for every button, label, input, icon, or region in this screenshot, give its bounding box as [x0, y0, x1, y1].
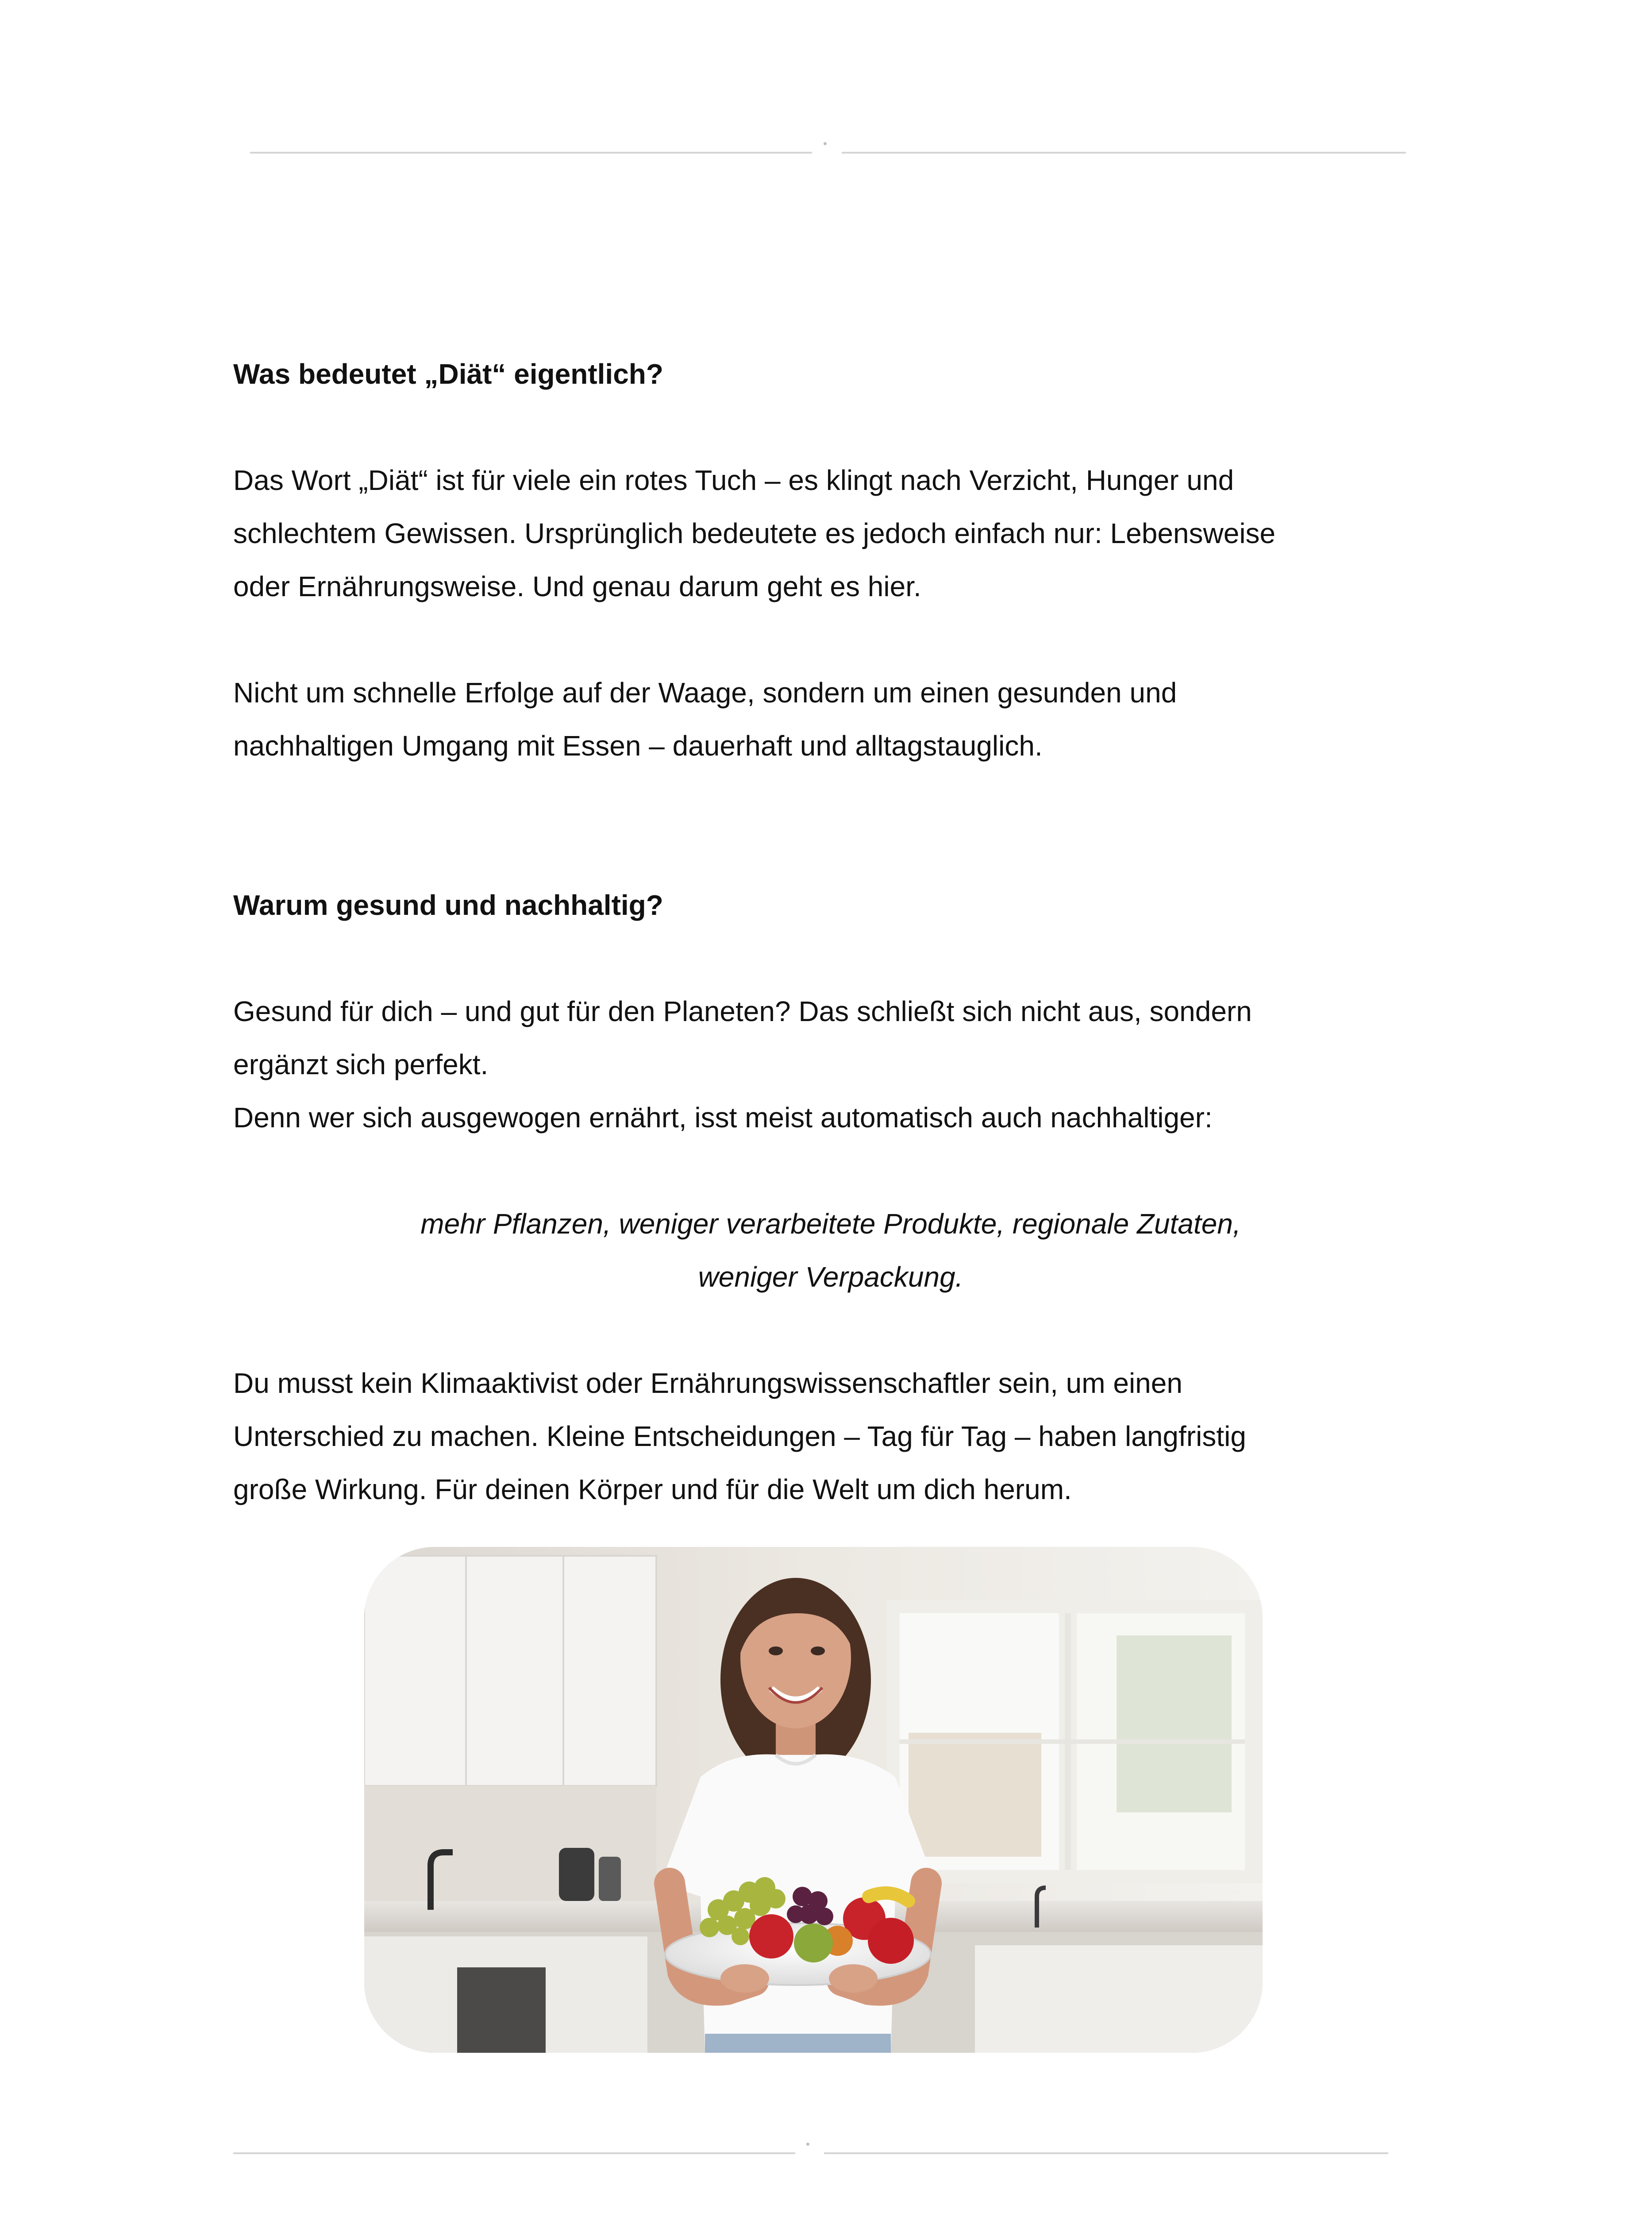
paragraph-diaet-meaning — [233, 454, 1419, 613]
quote-line: weniger Verpackung. — [698, 1261, 963, 1293]
header-rule-left — [250, 152, 812, 154]
paragraph-small-decisions — [233, 1357, 1419, 1516]
section-heading-why: Warum gesund und nachhaltig? — [233, 889, 663, 921]
paragraph-line: Nicht um schnelle Erfolge auf der Waage, sondern um einen gesunden und — [233, 677, 1177, 709]
footer-rule-dot — [806, 2143, 809, 2146]
paragraph-line: ergänzt sich perfekt. — [233, 1049, 489, 1080]
paragraph-line: Unterschied zu machen. Kleine Entscheidungen – Tag für Tag – haben langfristig — [233, 1420, 1246, 1452]
paragraph-line: schlechtem Gewissen. Ursprünglich bedeutete es jedoch einfach nur: Lebensweise — [233, 517, 1276, 549]
kitchen-fruit-photo — [364, 1547, 1263, 2053]
paragraph-line: nachhaltigen Umgang mit Essen – dauerhaft und alltagstauglich. — [233, 730, 1043, 762]
footer-rule-left — [233, 2152, 795, 2154]
quote-block — [233, 1197, 1419, 1303]
document-body — [233, 347, 1419, 1516]
paragraph-not-quick-success — [233, 666, 1419, 772]
header-rule-right — [842, 152, 1406, 154]
paragraph-line: große Wirkung. Für deinen Körper und für die Welt um dich herum. — [233, 1473, 1072, 1505]
quote-line: mehr Pflanzen, weniger verarbeitete Produkte, regionale Zutaten, — [420, 1208, 1241, 1240]
paragraph-line: Du musst kein Klimaaktivist oder Ernährungswissenschaftler sein, um einen — [233, 1367, 1182, 1399]
paragraph-line: Gesund für dich – und gut für den Planeten? Das schließt sich nicht aus, sondern — [233, 995, 1252, 1027]
paragraph-line: oder Ernährungsweise. Und genau darum geht es hier. — [233, 571, 921, 602]
header-rule-dot — [824, 142, 827, 145]
paragraph-healthy-planet — [233, 985, 1419, 1144]
section-heading-diaet: Was bedeutet „Diät“ eigentlich? — [233, 358, 663, 390]
footer-rule-right — [824, 2152, 1388, 2154]
paragraph-line: Das Wort „Diät“ ist für viele ein rotes Tuch – es klingt nach Verzicht, Hunger und — [233, 464, 1234, 496]
paragraph-line: Denn wer sich ausgewogen ernährt, isst meist automatisch auch nachhaltiger: — [233, 1102, 1213, 1133]
